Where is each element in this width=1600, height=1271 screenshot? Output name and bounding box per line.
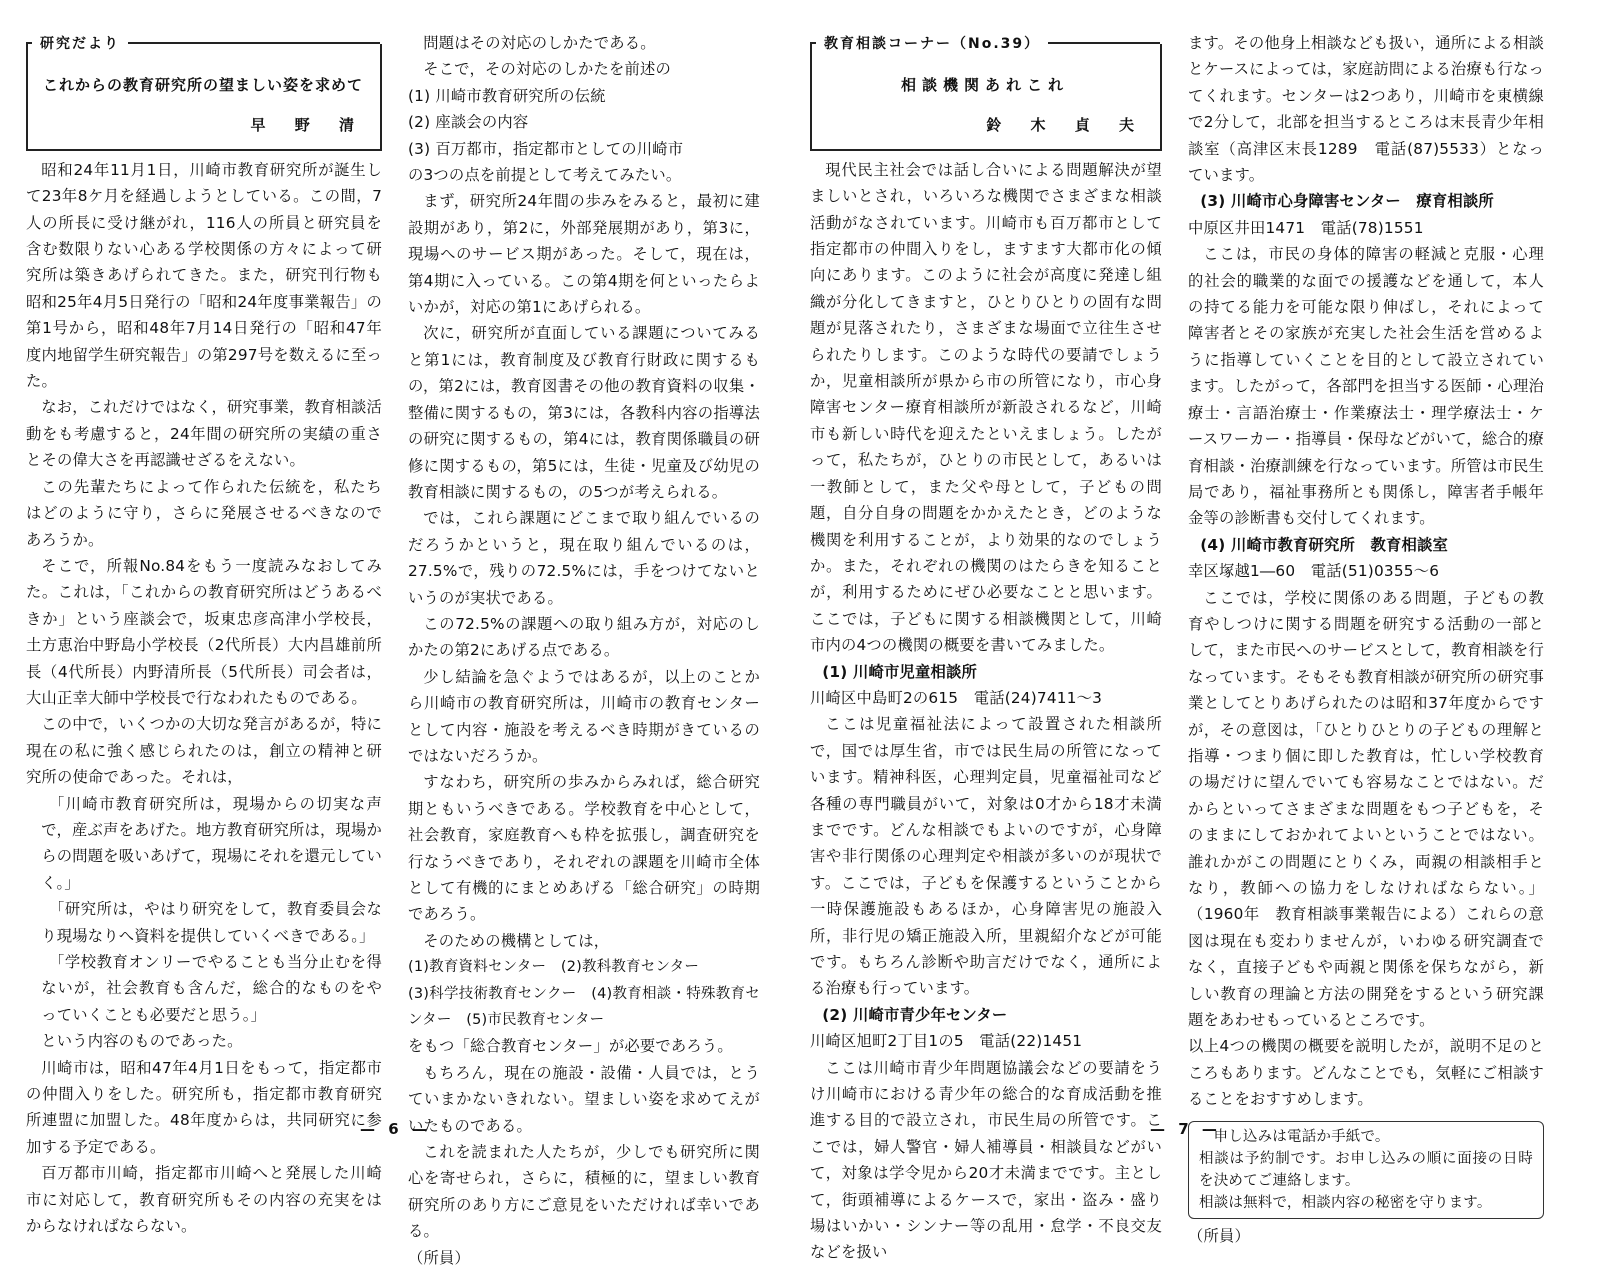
paragraph: なお，これだけではなく，研究事業，教育相談活動をも考慮すると，24年間の研究所の実績の重さとその偉大さを再認識せざるをえない。 [26, 398, 382, 470]
article-title-box [810, 36, 1162, 151]
address: 川崎区中島町2の615 電話(24)7411～3 [810, 688, 1103, 707]
signature: （所員） [1188, 1226, 1250, 1245]
quote: 「川崎市教育研究所は，現場からの切実な声で，産ぶ声をあげた。地方教育研究所は，現場からの問題を吸いあげて，現場にそれを還元していく。」 [41, 794, 382, 892]
section-title: (3) 川崎市心身障害センター 療育相談所 [1200, 192, 1494, 211]
paragraph: この中で，いくつかの大切な発言があるが，特に現在の私に強く感じられたのは，創立の精神と研究所の使命であった。それは， [26, 715, 382, 787]
paragraph: この72.5%の課題への取り組み方が，対応のしかたの第2にあげる点である。 [408, 614, 760, 660]
notice-line: 相談は無料で，相談内容の秘密を守ります。 [1199, 1194, 1492, 1211]
paragraph: この先輩たちによって作られた伝統を，私たちはどのように守り，さらに発展させるべきなのであろうか。 [26, 477, 382, 549]
paragraph: 以上4つの機関の概要を説明したが，説明不足のところもあります。どんなことでも，気軽にご相談することをおすすめします。 [1188, 1037, 1544, 1109]
signature: （所員） [408, 1248, 470, 1267]
address: 幸区塚越1―60 電話(51)0355～6 [1188, 562, 1440, 581]
paragraph: 川崎市は，昭和47年4月1日をもって，指定都市の仲間入りをした。研究所も，指定都市教育研究所連盟に加盟した。48年度からは，共同研究に参加する予定である。 [26, 1058, 382, 1156]
article-author: 早 野 清 [250, 116, 366, 135]
paragraph: の3つの点を前提として考えてみたい。 [408, 166, 682, 185]
column-2 [408, 30, 760, 1271]
article-title-box [26, 36, 382, 151]
paragraph: では，これら課題にどこまで取り組んでいるのだろうかというと，現在取り組んでいるのは，27.5%で，残りの72.5%には，手をつけてないというのが実状である。 [408, 509, 760, 607]
article-author: 鈴 木 貞 夫 [986, 116, 1146, 135]
paragraph: ここは川崎市青少年問題協議会などの要請をうけ川崎市における青少年の総合的な育成活動を推進する目的で設立され，市民生局の所管です。ここでは，婦人警官・婦人補導員・相談員などがいて，対象は学令児から20才未満までです。主として，街頭補導によるケースで，家出・盗み・盛り場はいかい・シンナー等の乱用・怠学・不良交友などを扱い [810, 1058, 1162, 1262]
paragraph: ます。その他身上相談なども扱い，通所による相談とケースによっては，家庭訪問による治療も行なってくれます。センターは2つあり，川崎市を東横線で2分して，北部を担当するところは末長青少年相談室（高津区末長1289 電話(87)5533）となっています。 [1188, 34, 1544, 185]
section-title: (1) 川崎市児童相談所 [822, 662, 977, 681]
paragraph: そこで，所報No.84をもう一度読みなおしてみた。これは，「これからの教育研究所はどうあるべきか」という座談会で，坂東忠彦高津小学校長，土方恵治中野島小学校長（2代所長）大内昌雄前所長（4代所長）内野清所長（5代所長）司会者は，大山正幸大師中学校長で行なわれたものである。 [26, 556, 382, 707]
column-3 [810, 24, 1162, 1266]
paragraph: まず，研究所24年間の歩みをみると，最初に建設期があり，第2に，外部発展期があり，第3に，現場へのサービス期があった。そして，現在は，第4期に入っている。この第4期を何といったらよいかが，対応の第1にあげられる。 [408, 192, 760, 317]
paragraph: という内容のものであった。 [41, 1032, 243, 1051]
section-title: (2) 川崎市青少年センター [822, 1005, 1008, 1024]
column-1 [26, 24, 382, 1239]
paragraph: そこで，その対応のしかたを前述の [423, 60, 671, 79]
section-header: 教育相談コーナー（No.39） [816, 31, 1048, 57]
org-list: (3)科学技術教育センクー (4)教育相談・特殊教育センター (5)市民教育センター [408, 985, 760, 1029]
section-header: 研究だより [32, 31, 128, 57]
quote: 「研究所は，やはり研究をして，教育委員会なり現場なりへ資料を提供していくべきである。」 [41, 900, 382, 945]
list-item: (3) 百万都市，指定都市としての川崎市 [408, 139, 684, 158]
page-number: — 6 — [360, 1120, 431, 1138]
paragraph: 昭和24年11月1日，川崎市教育研究所が誕生して23年8ケ月を経過しようとしている。この間，7人の所長に受け継がれ，116人の所員と研究員を含む数限りない心ある学校関係の方々によって研究所は築きあげられてきた。また，研究刊行物も昭和25年4月5日発行の「昭和24年度事業報告」の第1号から，昭和48年7月14日発行の「昭和47年度内地留学生研究報告」の第297号を数えるに至った。 [26, 160, 382, 391]
paragraph: をもつ「総合教育センター」が必要であろう。 [408, 1037, 733, 1056]
paragraph: ここは，市民の身体的障害の軽減と克服・心理的社会的職業的な面での援護などを通して，本人の持てる能力を可能な限り伸ばし，それによって障害者とその家族が充実した社会生活を営めるように指導していくことを目的として設立されています。したがって，各部門を担当する医師・心理治療士・言語治療士・作業療法士・理学療法士・ケースワーカー・指導員・保母などがいて，総合的療育相談・治療訓練を行なっています。所管は市民生局であり，福祉事務所とも関係し，障害者手帳年金等の診断書も交付してくれます。 [1188, 245, 1544, 528]
section-title: (4) 川崎市教育研究所 教育相談室 [1200, 535, 1448, 554]
paragraph: 少し結論を急ぐようではあるが，以上のことから川崎市の教育研究所は，川崎市の教育センターとして内容・施設を考えるべき時期がきているのではないだろうか。 [408, 667, 760, 765]
org-list: (1)教育資料センター (2)教科教育センター [408, 959, 700, 976]
notice-box [1188, 1121, 1544, 1219]
quote: 「学校教育オンリーでやることも当分止むを得ないが，社会教育も含んだ，総合的なものをやっていくことも必要だと思う。」 [41, 953, 382, 1024]
paragraph: すなわち，研究所の歩みからみれば，総合研究期ともいうべきである。学校教育を中心として，社会教育，家庭教育へも枠を拡張し，調査研究を行なうべきであり，それぞれの課題を川崎市全体として有機的にまとめあげる「総合研究」の時期であろう。 [408, 773, 760, 924]
page-number: — 7 — [1150, 1120, 1221, 1138]
address: 中原区井田1471 電話(78)1551 [1188, 218, 1424, 237]
list-item: (2) 座談会の内容 [408, 113, 529, 132]
paragraph: 問題はその対応のしかたである。 [423, 34, 656, 52]
paragraph: これを読まれた人たちが，少しでも研究所に関心を寄せられ，さらに，積極的に，望ましい教育研究所のあり方にご意見をいただければ幸いである。 [408, 1143, 760, 1241]
paragraph: そのための機構としては， [423, 931, 610, 950]
paragraph: ここは児童福祉法によって設置された相談所で，国では厚生省，市では民生局の所管になっています。精神科医，心理判定員，児童福祉司など各種の専門職員がいて，対象は0才から18才未満までです。どんな相談でもよいのですが，心身障害や非行関係の心理判定や相談が多いのが現状です。ここでは，子どもを保護するということから一時保護施設もあるほか，心身障害児の施設入所，非行児の矯正施設入所，里親紹介などが可能です。もちろん診断や助言だけでなく，通所による治療も行っています。 [810, 715, 1162, 998]
address: 川崎区旭町2丁目1の5 電話(22)1451 [810, 1032, 1083, 1051]
column-4 [1188, 30, 1544, 1249]
notice-line: 申し込みは電話か手紙で。 [1213, 1128, 1390, 1145]
paragraph: 次に，研究所が直面している課題についてみると第1には，教育制度及び教育行財政に関するもの，第2には，教育図書その他の教育資料の収集・整備に関するもの，第3には，各教科内容の指導法の研究に関するもの，第4には，教育関係職員の研修に関するもの，第5には，生徒・児童及び幼児の教育相談に関するもの，の5つが考えられる。 [408, 324, 760, 501]
notice-line: 相談は予約制です。お申し込みの順に面接の日時を決めてご連絡します。 [1199, 1150, 1533, 1189]
article-title: これからの教育研究所の望ましい姿を求めて [42, 76, 363, 94]
paragraph: ここでは，学校に関係のある問題，子どもの教育やしつけに関する問題を研究する活動の一部として，また市民へのサービスとして，教育相談を行なっています。そもそも教育相談が研究所の研究事業としてとりあげられたのは昭和37年度からですが，その意図は，「ひとりひとりの子どもの理解と指導・つまり個に即した教育は，忙しい学校教育の場だけに望んでいても容易なことではない。だからといってさまざまな問題をもつ子どもを，そのままにしておかれてよいということではない。誰れかがこの問題にとりくみ，両親の相談相手となり，教師への協力をしなければならない。」（1960年 教育相談事業報告による）これらの意図は現在も変わりませんが，いわゆる研究調査でなく，直接子どもや両親と関係を保ちながら，新しい教育の理論と方法の開発をするという研究課題をあわせもっているところです。 [1188, 588, 1544, 1030]
paragraph: もちろん，現在の施設・設備・人員では，とうていまかないきれない。望ましい姿を求めてえがいたものである。 [408, 1063, 760, 1135]
list-item: (1) 川崎市教育研究所の伝統 [408, 86, 606, 105]
article-title: 相談機関あれこれ [900, 76, 1069, 94]
paragraph: 百万都市川崎，指定都市川崎へと発展した川崎市に対応して，教育研究所もその内容の充実をはからなければならない。 [26, 1164, 382, 1236]
paragraph: 現代民主社会では話し合いによる問題解決が望ましいとされ，いろいろな機関でさまざまな相談活動がなされています。川崎市も百万都市として指定都市の仲間入りをし，ますます大都市化の傾向にあります。このように社会が高度に発達し組織が分化してきますと，ひとりひとりの固有な問題が見落されたり，さまざまな場面で立往生させられたりします。このような時代の要請でしょうか，児童相談所が県から市の所管になり，市心身障害センター療育相談所が新設されるなど，川崎市も新しい時代を迎えたといえましょう。したがって，私たちが，ひとりの市民として，あるいは一教師として，また父や母として，子どもの問題，自分自身の問題をかかえたとき，どのような機関を利用することが，より効果的なのでしょうか。また，それぞれの機関のはたらきを知ることが，利用するためにぜひ必要なことと思います。ここでは，子どもに関する相談機関として，川崎市内の4つの機関の概要を書いてみました。 [810, 160, 1162, 655]
